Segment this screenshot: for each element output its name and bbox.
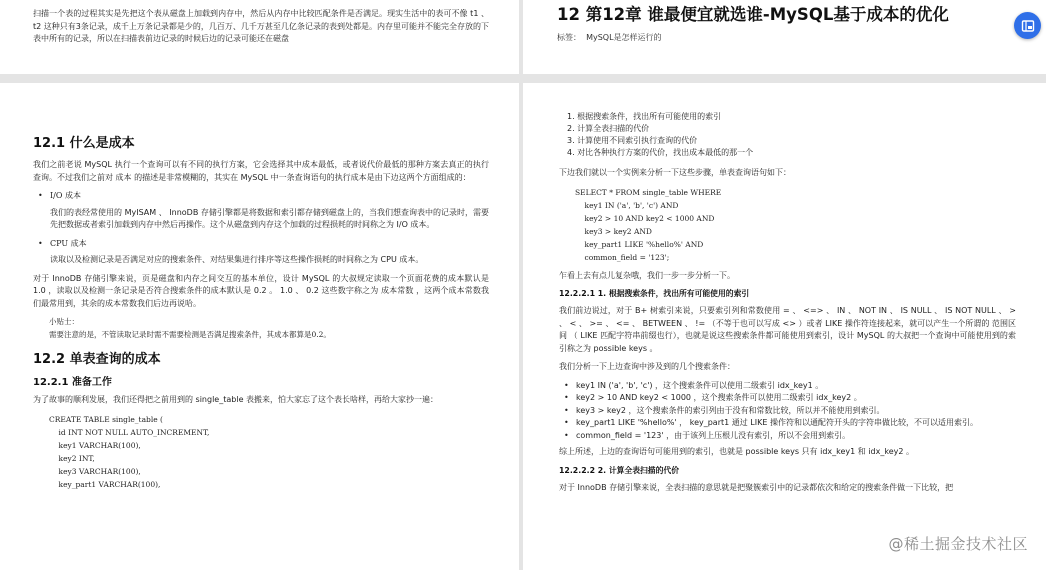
cost-intro-paragraph: 我们之前老说 MySQL 执行一个查询可以有不同的执行方案，它会选择其中成本最低，或者说代价最低的那种方案去真正的执行查询。不过我们之前对 成本 的描述是非常模糊的，其实在 MySQL 中一条查询语句的执行成本是由下边这两个方面组成的： <box>33 160 489 182</box>
watermark: @稀土掘金技术社区 <box>888 535 1028 553</box>
cost-constant-paragraph: 对于 InnoDB 存储引擎来说，页是磁盘和内存之间交互的基本单位，设计 MySQL 的大叔规定读取一个页面花费的成本默认是 1.0 ，读取以及检测一条记录是否符合搜索条件的成本默认是 0.2 。 1.0 、 0.2 这些数字称之为 成本常数 ，这两个成本常数我们最常用到，其余的成本常数我们后边再说哈。 <box>33 273 489 308</box>
list-item: • key1 IN ('a', 'b', 'c') ，这个搜索条件可以使用二级索引 idx_key1 。 <box>559 380 1016 393</box>
page-bottom-right <box>523 83 1046 570</box>
list-item: 4. 对比各种执行方案的代价，找出成本最低的那一个 <box>567 148 754 157</box>
heading-12-1: 12.1 什么是成本 <box>33 136 135 151</box>
tag-label: 标签： <box>557 33 581 42</box>
heading-12-2-2-2: 12.2.2.2 2. 计算全表扫描的代价 <box>559 465 679 475</box>
analysis-intro: 乍看上去有点儿复杂哦，我们一步一步分析一下。 <box>559 270 735 280</box>
cpu-cost-desc: 读取以及检测记录是否满足对应的搜索条件、对结果集进行排序等这些操作损耗的时间称之为 CPU 成本。 <box>50 255 424 264</box>
chapter-title: 12 第12章 谁最便宜就选谁-MySQL基于成本的优化 <box>557 5 949 24</box>
example-intro: 下边我们就以一个实例来分析一下这些步骤，单表查询语句如下： <box>559 168 791 177</box>
create-table-code: CREATE TABLE single_table ( id INT NOT NULL AUTO_INCREMENT, key1 VARCHAR(100), key2 INT, key3 VARCHAR(100), key_part1 VARCHAR(100), <box>49 414 210 489</box>
heading-12-2-1: 12.2.1 准备工作 <box>33 377 112 388</box>
cost-types-list <box>33 190 489 203</box>
list-item: • CPU 成本 <box>33 238 489 251</box>
select-query-code: SELECT * FROM single_table WHERE key1 IN ('a', 'b', 'c') AND key2 > 10 AND key2 < 1000 AND key3 > key2 AND key_part1 LIKE '%hello%' AND common_field = '123'; <box>575 187 722 262</box>
list-item: 1. 根据搜索条件，找出所有可能使用的索引 <box>567 112 722 121</box>
page-top-right <box>523 0 1046 74</box>
list-item: • key3 > key2 ，这个搜索条件的索引列由于没有和常数比较，所以并不能使用到索引。 <box>559 405 1016 418</box>
prep-paragraph: 为了故事的顺利发展，我们还得把之前用到的 single_table 表搬来，怕大家忘了这个表长啥样，再给大家抄一遍： <box>33 395 439 404</box>
conditions-intro: 我们分析一下上边查询中涉及到的几个搜索条件： <box>559 362 735 371</box>
heading-12-2-2-1: 12.2.2.1 1. 根据搜索条件，找出所有可能使用的索引 <box>559 289 750 298</box>
list-item: 2. 计算全表扫描的代价 <box>567 124 650 133</box>
tip-title: 小贴士： <box>49 317 79 326</box>
summary-paragraph: 综上所述，上边的查询语句可能用到的索引，也就是 possible keys 只有 idx_key1 和 idx_key2 。 <box>559 447 914 456</box>
full-scan-paragraph: 对于 InnoDB 存储引擎来说，全表扫描的意思就是把聚簇索引中的记录都依次和给定的搜索条件做一下比较，把 <box>559 482 954 492</box>
bookmark-layout-icon <box>1021 19 1035 33</box>
possible-keys-paragraph: 我们前边说过，对于 B+ 树索引来说，只要索引列和常数使用 = 、 <=> 、 IN 、 NOT IN 、 IS NULL 、 IS NOT NULL 、 > 、 < 、 >= 、 <= 、 BETWEEN 、 != （不等于也可以写成 <> ）或者 LIKE 操作符连接起来，就可以产生一个所谓的 范围区间 （ LIKE 匹配字符串前缀也行），也就是说这些搜索条件都可能使用到索引，设计 MySQL 的大叔把一个查询中可能使用到的索引称之为 possible keys 。 <box>559 306 1016 353</box>
list-item: • I/O 成本 <box>33 190 489 203</box>
steps-list <box>559 111 1016 159</box>
list-item: • key2 > 10 AND key2 < 1000 ，这个搜索条件可以使用二级索引 idx_key2 。 <box>559 392 1016 405</box>
list-item: 3. 计算使用不同索引执行查询的代价 <box>567 136 698 145</box>
continuation-paragraph: 扫描一个表的过程其实是先把这个表从磁盘上加载到内存中，然后从内存中比较匹配条件是否满足。现实生活中的表可不像 t1 、 t2 这种只有3条记录，成千上万条记录都是少的，几百万、几千万甚至几亿条记录的表到处都是。内存里可能并不能完全存放的下表中所有的记录，所以在扫描表前边记录的时候后边的记录可能还在磁盘 <box>33 9 489 43</box>
chapter-tags <box>557 32 1016 44</box>
cost-types-list-2 <box>33 238 489 251</box>
conditions-list <box>559 380 1016 443</box>
io-cost-desc: 我们的表经常使用的 MyISAM 、 InnoDB 存储引擎都是将数据和索引都存储到磁盘上的，当我们想查询表中的记录时，需要先把数据或者索引加载到内存中然后再操作。这个从磁盘到内存这个加载的过程损耗的时间称之为 I/O 成本。 <box>50 207 489 229</box>
list-item: • key_part1 LIKE '%hello%' ， key_part1 通过 LIKE 操作符和以通配符开头的字符串做比较，不可以适用索引。 <box>559 417 1016 430</box>
tip-body: 需要注意的是，不管读取记录时需不需要检测是否满足搜索条件，其成本都算是0.2。 <box>49 329 331 339</box>
tag-value: MySQL是怎样运行的 <box>586 33 662 42</box>
heading-12-2: 12.2 单表查询的成本 <box>33 352 161 367</box>
page-top-left <box>0 0 519 74</box>
layout-toggle-button[interactable] <box>1014 12 1041 39</box>
list-item: • common_field = '123' ，由于该列上压根儿没有索引，所以不会用到索引。 <box>559 430 1016 443</box>
tip-box <box>33 316 489 341</box>
page-bottom-left <box>0 83 519 570</box>
